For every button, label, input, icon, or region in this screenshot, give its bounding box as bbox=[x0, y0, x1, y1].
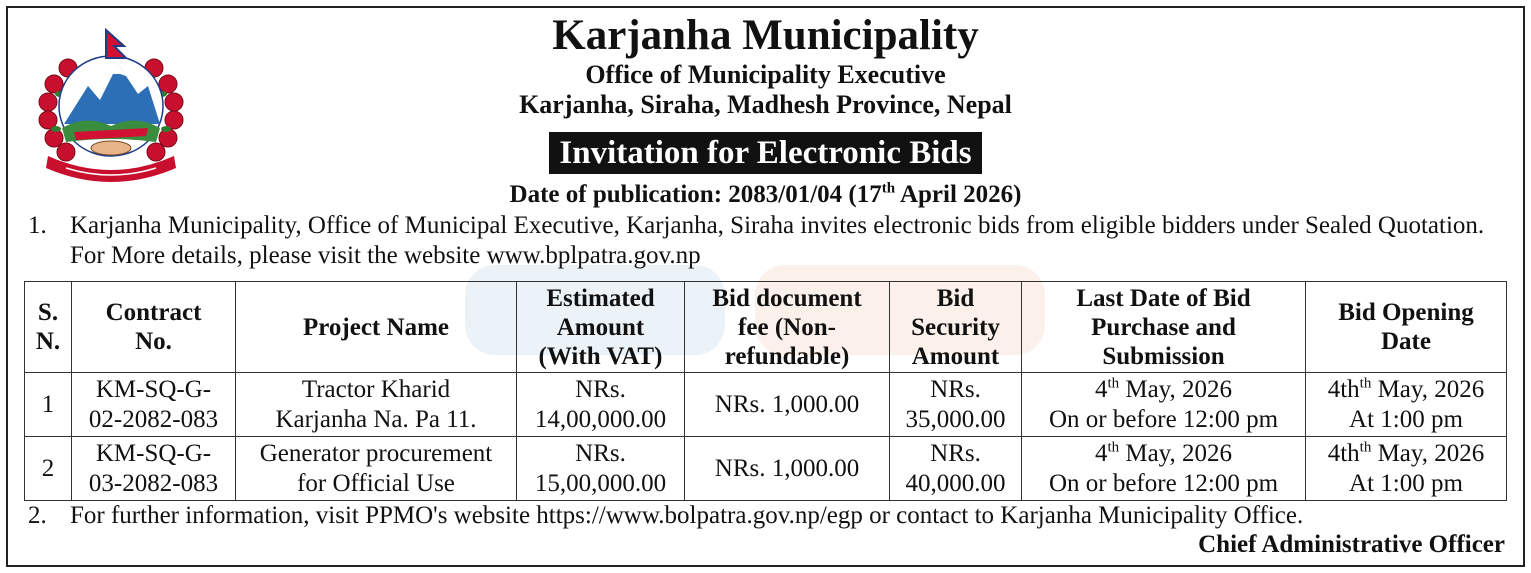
paragraph-text: Karjanha Municipality, Office of Municipal Executive, Karjanha, Siraha invites electronic bids from eligible bidders under Sealed Quotation. For More details, please visit the website www.bplpatra.gov.np bbox=[70, 212, 1485, 269]
cell-bid-security: NRs. 35,000.00 bbox=[890, 373, 1022, 437]
notice-banner: Invitation for Electronic Bids bbox=[549, 132, 981, 174]
header-opening-date: Bid Opening Date bbox=[1306, 282, 1507, 373]
table-row bbox=[25, 437, 1507, 501]
publication-date: Date of publication: 2083/01/04 (17th April 2026) bbox=[509, 180, 1022, 208]
cell-sn: 1 bbox=[25, 373, 72, 437]
bids-table bbox=[24, 281, 1507, 501]
cell-opening-date: $4th^{th}$ May, 2026 At 1:00 pm bbox=[1306, 437, 1507, 501]
header-last-date: Last Date of Bid Purchase and Submission bbox=[1022, 282, 1306, 373]
office-address: Karjanha, Siraha, Madhesh Province, Nepal bbox=[519, 90, 1012, 119]
cell-last-date: 4th May, 2026 On or before 12:00 pm bbox=[1022, 373, 1306, 437]
paragraph-number: 2. bbox=[28, 502, 47, 529]
header-sn: S. N. bbox=[25, 282, 72, 373]
notice-paragraph-2 bbox=[28, 501, 1513, 531]
table-header-row bbox=[25, 282, 1507, 373]
cell-bid-document-fee: NRs. 1,000.00 bbox=[685, 373, 890, 437]
header-bid-security: Bid Security Amount bbox=[890, 282, 1022, 373]
municipality-title: Karjanha Municipality bbox=[552, 12, 979, 59]
cell-bid-security: NRs. 40,000.00 bbox=[890, 437, 1022, 501]
table-row bbox=[25, 373, 1507, 437]
cell-estimated-amount: NRs. 15,00,000.00 bbox=[517, 437, 685, 501]
cell-contract-no: KM-SQ-G- 03-2082-083 bbox=[72, 437, 236, 501]
cell-project-name: Generator procurement for Official Use bbox=[236, 437, 517, 501]
cell-contract-no: KM-SQ-G- 02-2082-083 bbox=[72, 373, 236, 437]
header-project-name: Project Name bbox=[236, 282, 517, 373]
cell-opening-date: $4th^{th}$ May, 2026 At 1:00 pm bbox=[1306, 373, 1507, 437]
office-name: Office of Municipality Executive bbox=[585, 60, 946, 89]
header-estimated-amount: Estimated Amount (With VAT) bbox=[517, 282, 685, 373]
paragraph-number: 1. bbox=[28, 212, 47, 239]
signatory-title: Chief Administrative Officer bbox=[1198, 531, 1505, 558]
header-contract-no: Contract No. bbox=[72, 282, 236, 373]
cell-estimated-amount: NRs. 14,00,000.00 bbox=[517, 373, 685, 437]
paragraph-text: For further information, visit PPMO's website https://www.bolpatra.gov.np/egp or contact to Karjanha Municipality Office. bbox=[70, 502, 1304, 529]
cell-last-date: 4th May, 2026 On or before 12:00 pm bbox=[1022, 437, 1306, 501]
cell-project-name: Tractor Kharid Karjanha Na. Pa 11. bbox=[236, 373, 517, 437]
header-bid-document-fee: Bid document fee (Non- refundable) bbox=[685, 282, 890, 373]
cell-sn: 2 bbox=[25, 437, 72, 501]
cell-bid-document-fee: NRs. 1,000.00 bbox=[685, 437, 890, 501]
notice-paragraph-1 bbox=[28, 211, 1513, 271]
